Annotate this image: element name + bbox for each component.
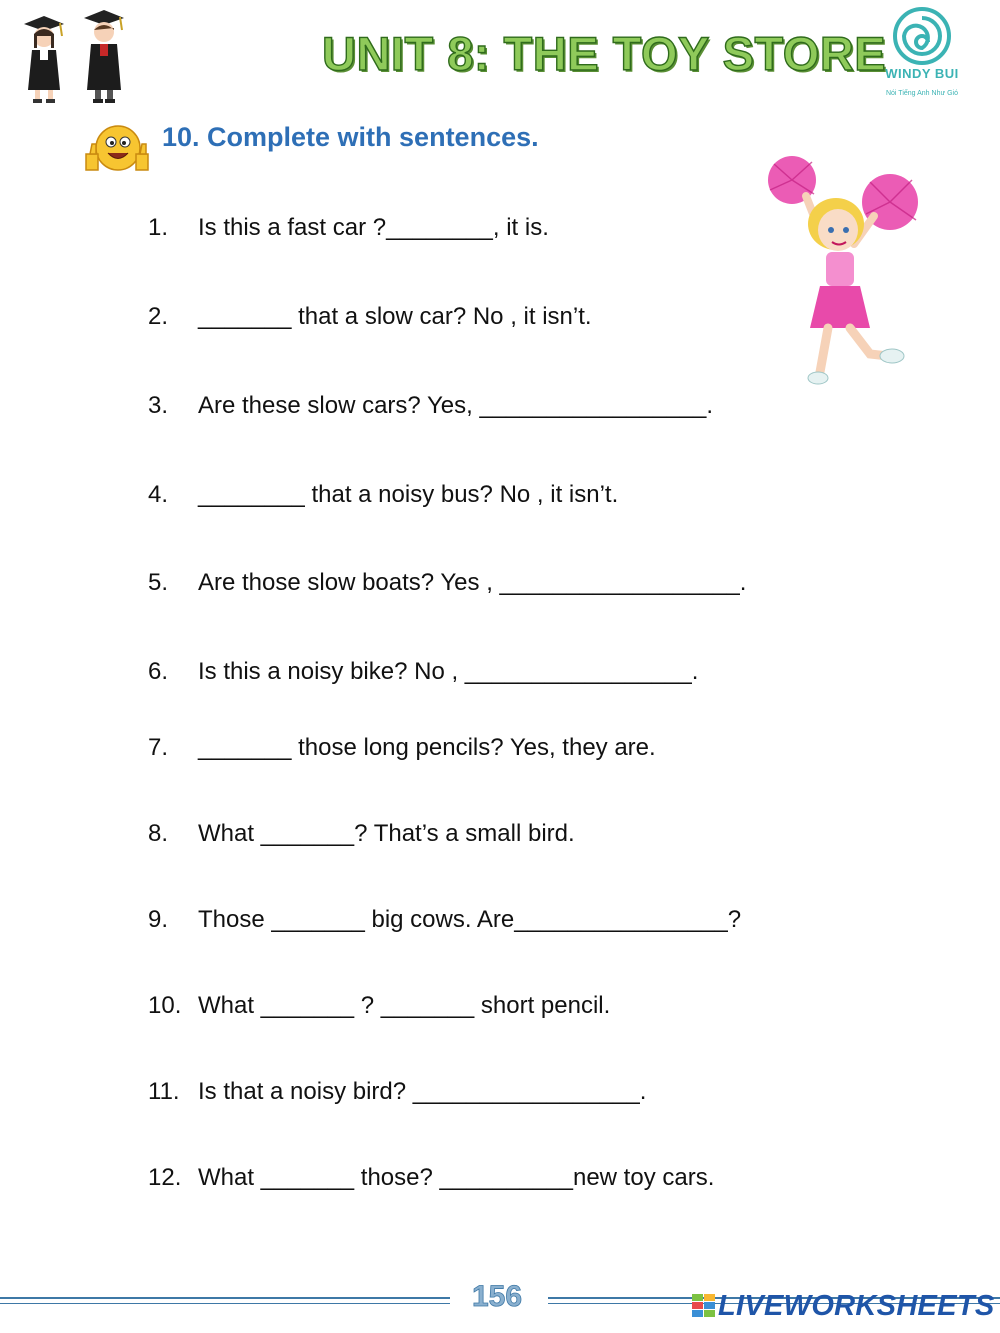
question-text: _______ that a slow car? No , it isn’t. <box>198 303 592 330</box>
question-number: 5. <box>148 569 169 596</box>
logo-name: WINDY BUI <box>885 66 959 81</box>
question-9 <box>148 906 741 934</box>
question-10 <box>148 992 610 1020</box>
question-4 <box>148 481 618 509</box>
question-text: ________ that a noisy bus? No , it isn’t. <box>198 481 619 508</box>
exercise-instruction: 10. Complete with sentences. <box>162 122 539 152</box>
footer-rule-left-thin <box>0 1303 450 1304</box>
question-number: 4. <box>148 481 169 508</box>
question-number: 3. <box>148 392 169 419</box>
logo-tagline: Nói Tiếng Anh Như Gió <box>885 90 958 97</box>
question-text: Is that a noisy bird? _________________. <box>198 1078 647 1105</box>
question-6 <box>148 658 698 686</box>
question-number: 2. <box>148 303 169 330</box>
question-text: _______ those long pencils? Yes, they are. <box>198 734 656 761</box>
question-number: 7. <box>148 734 169 761</box>
footer-rule-left <box>0 1297 450 1299</box>
question-text: Is this a fast car ?________, it is. <box>198 214 549 241</box>
question-number: 10. <box>148 992 182 1019</box>
question-7 <box>148 734 656 762</box>
question-text: What _______? That’s a small bird. <box>198 820 575 847</box>
question-number: 11. <box>148 1078 180 1105</box>
question-number: 9. <box>148 906 169 933</box>
question-number: 6. <box>148 658 169 685</box>
question-1 <box>148 214 549 242</box>
question-number: 12. <box>148 1164 182 1191</box>
question-3 <box>148 392 713 420</box>
question-number: 1. <box>148 214 169 241</box>
cheerleader-illustration <box>762 150 924 390</box>
question-number: 8. <box>148 820 169 847</box>
question-2 <box>148 303 592 331</box>
liveworksheets-logo[interactable] <box>692 1290 995 1326</box>
question-8 <box>148 820 575 848</box>
page-title: UNIT 8: THE TOY STORE <box>322 27 887 80</box>
question-5 <box>148 569 746 597</box>
graduates-illustration <box>18 4 136 106</box>
question-text: Are these slow cars? Yes, _________________. <box>198 392 714 419</box>
windy-bui-logo <box>872 4 972 104</box>
question-text: Those _______ big cows. Are________________? <box>198 906 742 933</box>
liveworksheets-icon <box>692 1294 716 1324</box>
thumbs-up-emoji <box>84 120 150 176</box>
brand-text: LIVEWORKSHEETS <box>718 1290 995 1322</box>
question-11 <box>148 1078 646 1106</box>
question-text: Is this a noisy bike? No , _________________. <box>198 658 699 685</box>
question-text: What _______ those? __________new toy cars. <box>198 1164 715 1191</box>
question-12 <box>148 1164 714 1192</box>
question-text: Are those slow boats? Yes , __________________. <box>198 569 747 596</box>
question-text: What _______ ? _______ short pencil. <box>198 992 611 1019</box>
swirl-icon <box>872 4 972 66</box>
page-number: 156 <box>472 1280 523 1313</box>
